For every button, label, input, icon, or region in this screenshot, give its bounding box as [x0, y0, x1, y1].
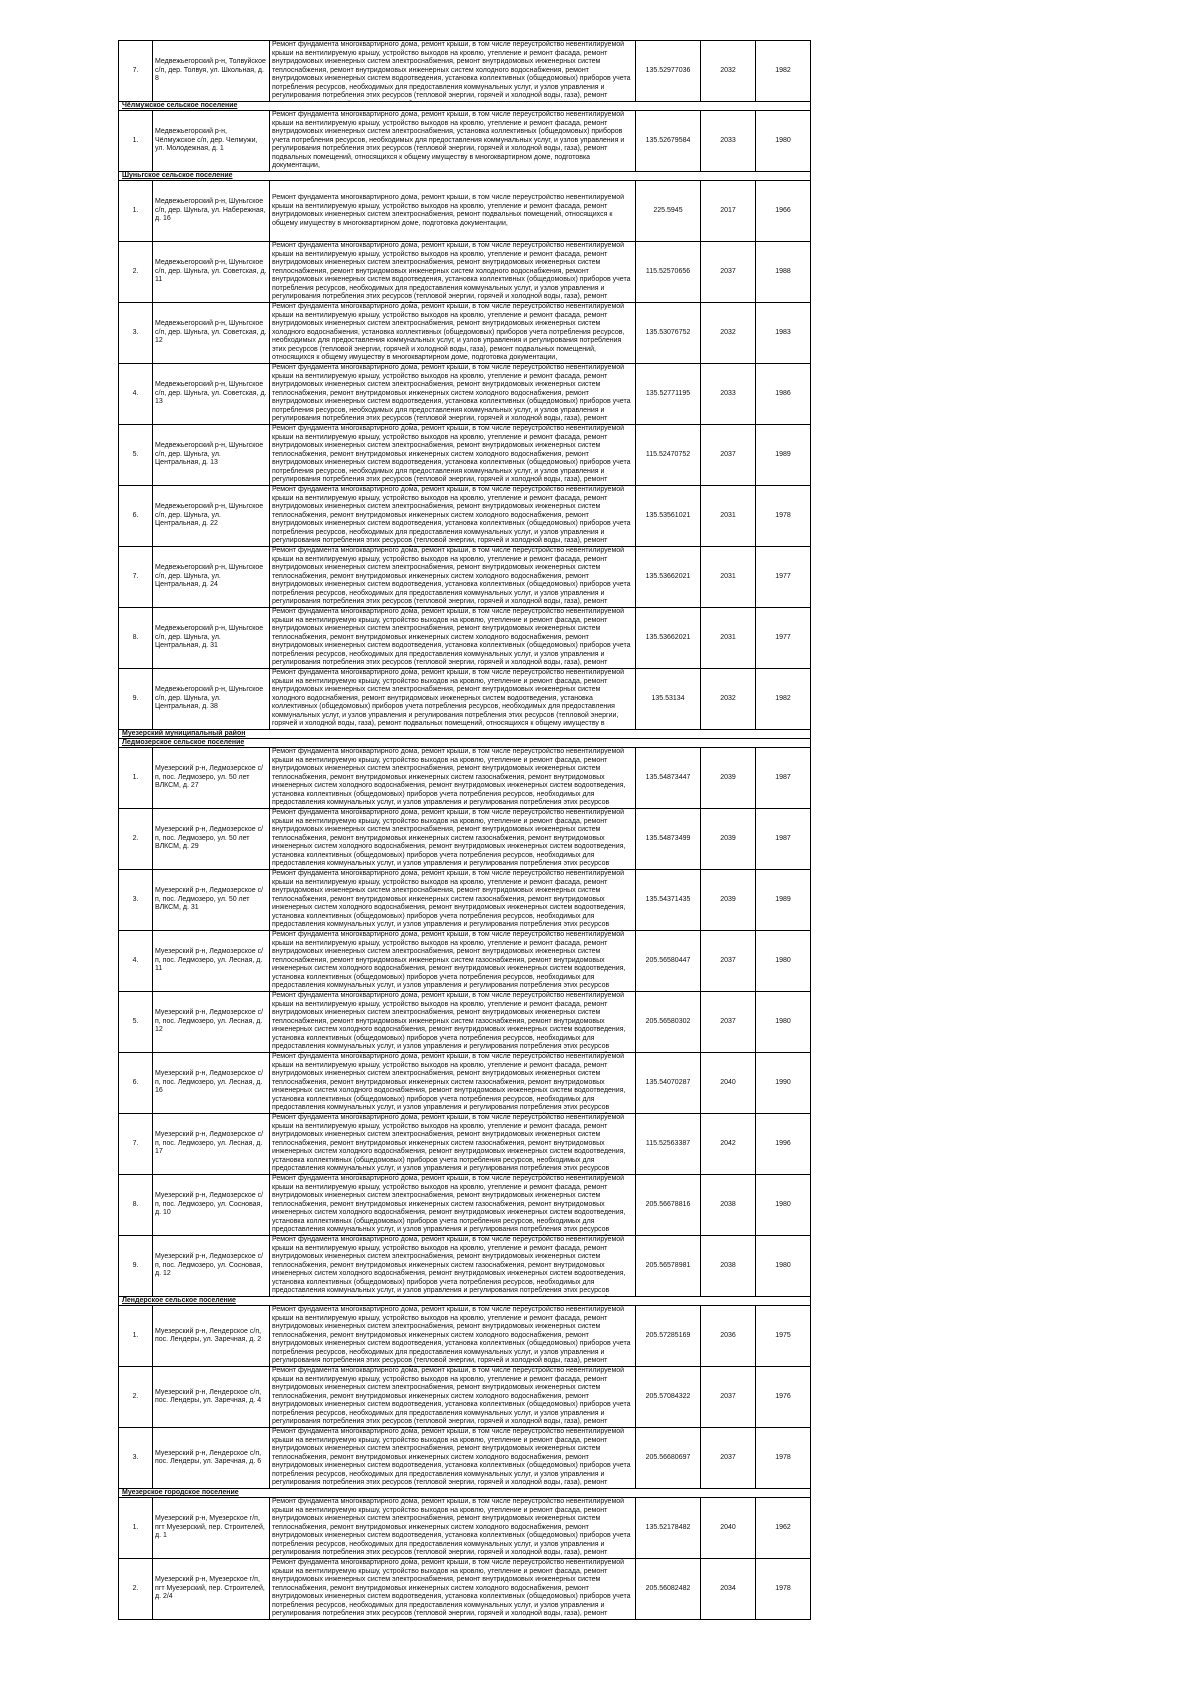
work-description-text: Ремонт фундамента многоквартирного дома, ремонт крыши, в том числе переустройство невентилируемой крыши на вентилируемую крышу, устройство выходов на кровлю, утепление и ремонт фасада, ремонт внутридомовых инженерных систем электроснабжения, ремонт внутридомовых инженерных систем теплоснабжения, ремонт внутридомовых инженерных систем газоснабжения, ремонт внутридомовых инженерных систем холодного водоснабжения, ремонт внутридомовых инженерных систем водоотведения, установка коллективных (общедомовых) приборов учета потребления ресурсов, необходимых для предоставления коммунальных услуг, и узлов управления и регулирования потребления этих ресурсов: [272, 931, 626, 989]
planned-year-cell: 2039: [701, 870, 756, 931]
work-description-cell: [270, 111, 636, 172]
work-description-text: Ремонт фундамента многоквартирного дома, ремонт крыши, в том числе переустройство невентилируемой крыши на вентилируемую крышу, устройство выходов на кровлю, утепление и ремонт фасада, ремонт внутридомовых инженерных систем электроснабжения, ремонт внутридомовых инженерных систем теплоснабжения, ремонт внутридомовых инженерных систем холодного водоснабжения, ремонт внутридомовых инженерных систем водоотведения, установка коллективных (общедомовых) приборов учета потребления ресурсов, необходимых для предоставления коммунальных услуг, и узлов управления и регулирования потребления этих ресурсов (тепловой энергии, горячей и холодной воды, газа), ремонт: [272, 1498, 631, 1556]
row-number-cell: 9.: [119, 1236, 153, 1297]
table-row: [119, 41, 811, 102]
built-year-cell: 1982: [756, 669, 811, 730]
section-title: Лендерское сельское поселение: [119, 1297, 811, 1306]
work-description-cell: [270, 1306, 636, 1367]
row-number-cell: 2.: [119, 242, 153, 303]
work-description-cell: [270, 1114, 636, 1175]
work-description-text: Ремонт фундамента многоквартирного дома, ремонт крыши, в том числе переустройство невентилируемой крыши на вентилируемую крышу, устройство выходов на кровлю, утепление и ремонт фасада, ремонт внутридомовых инженерных систем электроснабжения, ремонт внутридомовых инженерных систем теплоснабжения, ремонт внутридомовых инженерных систем холодного водоснабжения, ремонт внутридомовых инженерных систем водоотведения, установка коллективных (общедомовых) приборов учета потребления ресурсов, необходимых для предоставления коммунальных услуг, и узлов управления и регулирования потребления этих ресурсов (тепловой энергии, горячей и холодной воды, газа), ремонт: [272, 547, 631, 605]
repair-program-table: [118, 40, 811, 1620]
planned-year-cell: 2032: [701, 303, 756, 364]
built-year-cell: 1976: [756, 1367, 811, 1428]
table-row: [119, 992, 811, 1053]
built-year-cell: 1980: [756, 1175, 811, 1236]
address-cell: Медвежьегорский р-н, Шуньгское с/п, дер. Шуньга, ул. Набережная, д. 16: [153, 181, 270, 242]
planned-year-cell: 2033: [701, 364, 756, 425]
built-year-cell: 1978: [756, 1559, 811, 1620]
address-cell: Муезерский р-н, Муезерское г/п, пгт Муезерский, пер. Строителей, д. 1: [153, 1498, 270, 1559]
row-number-cell: 1.: [119, 1306, 153, 1367]
address-cell: Муезерский р-н, Ледмозерское с/п, пос. Ледмозеро, ул. Лесная, д. 17: [153, 1114, 270, 1175]
address-cell: Медвежьегорский р-н, Шуньгское с/п, дер. Шуньга, ул. Центральная, д. 38: [153, 669, 270, 730]
table-row: [119, 748, 811, 809]
work-description-cell: [270, 486, 636, 547]
section-title: Чёлмужское сельское поселение: [119, 102, 811, 111]
work-description-text: Ремонт фундамента многоквартирного дома, ремонт крыши, в том числе переустройство невентилируемой крыши на вентилируемую крышу, устройство выходов на кровлю, утепление и ремонт фасада, ремонт внутридомовых инженерных систем электроснабжения, ремонт внутридомовых инженерных систем теплоснабжения, ремонт внутридомовых инженерных систем холодного водоснабжения, ремонт внутридомовых инженерных систем водоотведения, установка коллективных (общедомовых) приборов учета потребления ресурсов, необходимых для предоставления коммунальных услуг, и узлов управления и регулирования потребления этих ресурсов (тепловой энергии, горячей и холодной воды, газа), ремонт: [272, 242, 631, 300]
work-description-cell: [270, 931, 636, 992]
section-title: Шуньгское сельское поселение: [119, 172, 811, 181]
work-description-cell: [270, 181, 636, 242]
table-body: [119, 41, 811, 1620]
table-row: [119, 1236, 811, 1297]
work-description-cell: [270, 1175, 636, 1236]
built-year-cell: 1966: [756, 181, 811, 242]
address-cell: Медвежьегорский р-н, Шуньгское с/п, дер. Шуньга, ул. Центральная, д. 22: [153, 486, 270, 547]
cost-cell: 135.53076752: [636, 303, 701, 364]
row-number-cell: 3.: [119, 870, 153, 931]
row-number-cell: 7.: [119, 1114, 153, 1175]
table-row: [119, 1498, 811, 1559]
planned-year-cell: 2037: [701, 425, 756, 486]
work-description-text: Ремонт фундамента многоквартирного дома, ремонт крыши, в том числе переустройство невентилируемой крыши на вентилируемую крышу, устройство выходов на кровлю, утепление и ремонт фасада, ремонт внутридомовых инженерных систем электроснабжения, ремонт внутридомовых инженерных систем теплоснабжения, ремонт внутридомовых инженерных систем холодного водоснабжения, ремонт внутридомовых инженерных систем водоотведения, установка коллективных (общедомовых) приборов учета потребления ресурсов, необходимых для предоставления коммунальных услуг, и узлов управления и регулирования потребления этих ресурсов (тепловой энергии, горячей и холодной воды, газа), ремонт: [272, 1559, 631, 1617]
built-year-cell: 1987: [756, 748, 811, 809]
address-cell: Муезерский р-н, Лендерское с/п, пос. Лендеры, ул. Заречная, д. 6: [153, 1428, 270, 1489]
address-cell: Медвежьегорский р-н, Шуньгское с/п, дер. Шуньга, ул. Центральная, д. 31: [153, 608, 270, 669]
cost-cell: 135.52771195: [636, 364, 701, 425]
table-row: [119, 1114, 811, 1175]
built-year-cell: 1962: [756, 1498, 811, 1559]
work-description-text: Ремонт фундамента многоквартирного дома, ремонт крыши, в том числе переустройство невентилируемой крыши на вентилируемую крышу, устройство выходов на кровлю, утепление и ремонт фасада, ремонт внутридомовых инженерных систем электроснабжения, ремонт внутридомовых инженерных систем теплоснабжения, ремонт внутридомовых инженерных систем холодного водоснабжения, ремонт внутридомовых инженерных систем водоотведения, установка коллективных (общедомовых) приборов учета потребления ресурсов, необходимых для предоставления коммунальных услуг, и узлов управления и регулирования потребления этих ресурсов (тепловой энергии, горячей и холодной воды, газа), ремонт: [272, 425, 631, 483]
work-description-text: Ремонт фундамента многоквартирного дома, ремонт крыши, в том числе переустройство невентилируемой крыши на вентилируемую крышу, устройство выходов на кровлю, утепление и ремонт фасада, ремонт внутридомовых инженерных систем электроснабжения, установка коллективных (общедомовых) приборов учета потребления ресурсов, необходимых для предоставления коммунальных услуг, и узлов управления и регулирования потребления этих ресурсов (тепловой энергии, горячей и холодной воды, газа), ремонт подвальных помещений, относящихся к общему имуществу в многоквартирном доме, подготовка документации,: [272, 111, 625, 170]
work-description-text: Ремонт фундамента многоквартирного дома, ремонт крыши, в том числе переустройство невентилируемой крыши на вентилируемую крышу, устройство выходов на кровлю, утепление и ремонт фасада, ремонт внутридомовых инженерных систем электроснабжения, ремонт внутридомовых инженерных систем теплоснабжения, ремонт внутридомовых инженерных систем газоснабжения, ремонт внутридомовых инженерных систем холодного водоснабжения, ремонт внутридомовых инженерных систем водоотведения, установка коллективных (общедомовых) приборов учета потребления ресурсов, необходимых для предоставления коммунальных услуг, и узлов управления и регулирования потребления этих ресурсов: [272, 1114, 626, 1172]
table-row: [119, 242, 811, 303]
row-number-cell: 1.: [119, 181, 153, 242]
work-description-text: Ремонт фундамента многоквартирного дома, ремонт крыши, в том числе переустройство невентилируемой крыши на вентилируемую крышу, устройство выходов на кровлю, утепление и ремонт фасада, ремонт внутридомовых инженерных систем электроснабжения, ремонт внутридомовых инженерных систем теплоснабжения, ремонт внутридомовых инженерных систем холодного водоснабжения, ремонт внутридомовых инженерных систем водоотведения, установка коллективных (общедомовых) приборов учета потребления ресурсов, необходимых для предоставления коммунальных услуг, и узлов управления и регулирования потребления этих ресурсов (тепловой энергии, горячей и холодной воды, газа), ремонт: [272, 364, 631, 422]
section-title: Ледмозерское сельское поселение: [119, 739, 811, 748]
table-row: [119, 809, 811, 870]
work-description-cell: [270, 1559, 636, 1620]
row-number-cell: 7.: [119, 547, 153, 608]
planned-year-cell: 2040: [701, 1498, 756, 1559]
cost-cell: 205.56680697: [636, 1428, 701, 1489]
cost-cell: 135.54070287: [636, 1053, 701, 1114]
address-cell: Медвежьегорский р-н, Чёлмужское с/п, дер. Челмужи, ул. Молодежная, д. 1: [153, 111, 270, 172]
planned-year-cell: 2039: [701, 809, 756, 870]
cost-cell: 135.54371435: [636, 870, 701, 931]
built-year-cell: 1983: [756, 303, 811, 364]
address-cell: Муезерский р-н, Ледмозерское с/п, пос. Ледмозеро, ул. Сосновая, д. 10: [153, 1175, 270, 1236]
address-cell: Медвежьегорский р-н, Толвуйское с/п, дер. Толвуя, ул. Школьная, д. 8: [153, 41, 270, 102]
cost-cell: 205.56082482: [636, 1559, 701, 1620]
work-description-cell: [270, 608, 636, 669]
built-year-cell: 1977: [756, 608, 811, 669]
built-year-cell: 1982: [756, 41, 811, 102]
work-description-cell: [270, 1498, 636, 1559]
cost-cell: 135.52679584: [636, 111, 701, 172]
work-description-cell: [270, 242, 636, 303]
table-row: [119, 870, 811, 931]
address-cell: Муезерский р-н, Ледмозерское с/п, пос. Ледмозеро, ул. Сосновая, д. 12: [153, 1236, 270, 1297]
cost-cell: 135.53134: [636, 669, 701, 730]
address-cell: Муезерский р-н, Ледмозерское с/п, пос. Ледмозеро, ул. 50 лет ВЛКСМ, д. 27: [153, 748, 270, 809]
section-header-row: [119, 172, 811, 181]
work-description-text: Ремонт фундамента многоквартирного дома, ремонт крыши, в том числе переустройство невентилируемой крыши на вентилируемую крышу, устройство выходов на кровлю, утепление и ремонт фасада, ремонт внутридомовых инженерных систем электроснабжения, ремонт внутридомовых инженерных систем теплоснабжения, ремонт внутридомовых инженерных систем газоснабжения, ремонт внутридомовых инженерных систем холодного водоснабжения, ремонт внутридомовых инженерных систем водоотведения, установка коллективных (общедомовых) приборов учета потребления ресурсов, необходимых для предоставления коммунальных услуг, и узлов управления и регулирования потребления этих ресурсов: [272, 1053, 626, 1111]
work-description-cell: [270, 669, 636, 730]
built-year-cell: 1980: [756, 931, 811, 992]
planned-year-cell: 2040: [701, 1053, 756, 1114]
cost-cell: 135.52178482: [636, 1498, 701, 1559]
work-description-cell: [270, 1428, 636, 1489]
work-description-text: Ремонт фундамента многоквартирного дома, ремонт крыши, в том числе переустройство невентилируемой крыши на вентилируемую крышу, устройство выходов на кровлю, утепление и ремонт фасада, ремонт внутридомовых инженерных систем электроснабжения, ремонт внутридомовых инженерных систем теплоснабжения, ремонт внутридомовых инженерных систем холодного водоснабжения, ремонт внутридомовых инженерных систем водоотведения, установка коллективных (общедомовых) приборов учета потребления ресурсов, необходимых для предоставления коммунальных услуг, и узлов управления и регулирования потребления этих ресурсов (тепловой энергии, горячей и холодной воды, газа), ремонт: [272, 1306, 631, 1364]
row-number-cell: 5.: [119, 992, 153, 1053]
cost-cell: 115.52563387: [636, 1114, 701, 1175]
row-number-cell: 1.: [119, 1498, 153, 1559]
work-description-text: Ремонт фундамента многоквартирного дома, ремонт крыши, в том числе переустройство невентилируемой крыши на вентилируемую крышу, устройство выходов на кровлю, утепление и ремонт фасада, ремонт внутридомовых инженерных систем электроснабжения, ремонт внутридомовых инженерных систем теплоснабжения, ремонт внутридомовых инженерных систем холодного водоснабжения, ремонт внутридомовых инженерных систем водоотведения, установка коллективных (общедомовых) приборов учета потребления ресурсов, необходимых для предоставления коммунальных услуг, и узлов управления и регулирования потребления этих ресурсов (тепловой энергии, горячей и холодной воды, газа), ремонт: [272, 1367, 631, 1425]
row-number-cell: 6.: [119, 1053, 153, 1114]
work-description-text: Ремонт фундамента многоквартирного дома, ремонт крыши, в том числе переустройство невентилируемой крыши на вентилируемую крышу, устройство выходов на кровлю, утепление и ремонт фасада, ремонт внутридомовых инженерных систем электроснабжения, ремонт внутридомовых инженерных систем теплоснабжения, ремонт внутридомовых инженерных систем газоснабжения, ремонт внутридомовых инженерных систем холодного водоснабжения, ремонт внутридомовых инженерных систем водоотведения, установка коллективных (общедомовых) приборов учета потребления ресурсов, необходимых для предоставления коммунальных услуг, и узлов управления и регулирования потребления этих ресурсов: [272, 748, 626, 806]
work-description-cell: [270, 303, 636, 364]
row-number-cell: 8.: [119, 1175, 153, 1236]
work-description-text: Ремонт фундамента многоквартирного дома, ремонт крыши, в том числе переустройство невентилируемой крыши на вентилируемую крышу, устройство выходов на кровлю, утепление и ремонт фасада, ремонт внутридомовых инженерных систем электроснабжения, ремонт внутридомовых инженерных систем теплоснабжения, ремонт внутридомовых инженерных систем холодного водоснабжения, ремонт внутридомовых инженерных систем водоотведения, установка коллективных (общедомовых) приборов учета потребления ресурсов, необходимых для предоставления коммунальных услуг, и узлов управления и регулирования потребления этих ресурсов (тепловой энергии, горячей и холодной воды, газа), ремонт: [272, 486, 631, 544]
table-row: [119, 1175, 811, 1236]
cost-cell: 225.5945: [636, 181, 701, 242]
work-description-text: Ремонт фундамента многоквартирного дома, ремонт крыши, в том числе переустройство невентилируемой крыши на вентилируемую крышу, устройство выходов на кровлю, утепление и ремонт фасада, ремонт внутридомовых инженерных систем электроснабжения, ремонт внутридомовых инженерных систем теплоснабжения, ремонт внутридомовых инженерных систем газоснабжения, ремонт внутридомовых инженерных систем холодного водоснабжения, ремонт внутридомовых инженерных систем водоотведения, установка коллективных (общедомовых) приборов учета потребления ресурсов, необходимых для предоставления коммунальных услуг, и узлов управления и регулирования потребления этих ресурсов: [272, 1175, 626, 1233]
row-number-cell: 3.: [119, 1428, 153, 1489]
work-description-text: Ремонт фундамента многоквартирного дома, ремонт крыши, в том числе переустройство невентилируемой крыши на вентилируемую крышу, устройство выходов на кровлю, утепление и ремонт фасада, ремонт внутридомовых инженерных систем электроснабжения, ремонт внутридомовых инженерных систем теплоснабжения, ремонт внутридомовых инженерных систем холодного водоснабжения, ремонт внутридомовых инженерных систем водоотведения, установка коллективных (общедомовых) приборов учета потребления ресурсов, необходимых для предоставления коммунальных услуг, и узлов управления и регулирования потребления этих ресурсов (тепловой энергии, горячей и холодной воды, газа), ремонт: [272, 41, 631, 99]
planned-year-cell: 2033: [701, 111, 756, 172]
address-cell: Муезерский р-н, Ледмозерское с/п, пос. Ледмозеро, ул. 50 лет ВЛКСМ, д. 31: [153, 870, 270, 931]
cost-cell: 135.53662021: [636, 547, 701, 608]
planned-year-cell: 2039: [701, 748, 756, 809]
work-description-text: Ремонт фундамента многоквартирного дома, ремонт крыши, в том числе переустройство невентилируемой крыши на вентилируемую крышу, устройство выходов на кровлю, утепление и ремонт фасада, ремонт внутридомовых инженерных систем электроснабжения, ремонт внутридомовых инженерных систем теплоснабжения, ремонт внутридомовых инженерных систем газоснабжения, ремонт внутридомовых инженерных систем холодного водоснабжения, ремонт внутридомовых инженерных систем водоотведения, установка коллективных (общедомовых) приборов учета потребления ресурсов, необходимых для предоставления коммунальных услуг, и узлов управления и регулирования потребления этих ресурсов: [272, 870, 626, 928]
address-cell: Муезерский р-н, Ледмозерское с/п, пос. Ледмозеро, ул. Лесная, д. 11: [153, 931, 270, 992]
table-row: [119, 111, 811, 172]
address-cell: Муезерский р-н, Ледмозерское с/п, пос. Ледмозеро, ул. Лесная, д. 12: [153, 992, 270, 1053]
document-page: [118, 40, 810, 1620]
cost-cell: 205.56580302: [636, 992, 701, 1053]
work-description-cell: [270, 41, 636, 102]
row-number-cell: 3.: [119, 303, 153, 364]
planned-year-cell: 2032: [701, 41, 756, 102]
address-cell: Медвежьегорский р-н, Шуньгское с/п, дер. Шуньга, ул. Советская, д. 11: [153, 242, 270, 303]
table-row: [119, 1367, 811, 1428]
built-year-cell: 1987: [756, 809, 811, 870]
row-number-cell: 4.: [119, 931, 153, 992]
cost-cell: 135.54873447: [636, 748, 701, 809]
work-description-cell: [270, 1236, 636, 1297]
work-description-text: Ремонт фундамента многоквартирного дома, ремонт крыши, в том числе переустройство невентилируемой крыши на вентилируемую крышу, устройство выходов на кровлю, утепление и ремонт фасада, ремонт внутридомовых инженерных систем электроснабжения, ремонт подвальных помещений, относящихся к общему имуществу в многоквартирном доме, подготовка документации,: [272, 194, 625, 227]
planned-year-cell: 2036: [701, 1306, 756, 1367]
cost-cell: 205.56580447: [636, 931, 701, 992]
work-description-text: Ремонт фундамента многоквартирного дома, ремонт крыши, в том числе переустройство невентилируемой крыши на вентилируемую крышу, устройство выходов на кровлю, утепление и ремонт фасада, ремонт внутридомовых инженерных систем электроснабжения, ремонт внутридомовых инженерных систем теплоснабжения, ремонт внутридомовых инженерных систем газоснабжения, ремонт внутридомовых инженерных систем холодного водоснабжения, ремонт внутридомовых инженерных систем водоотведения, установка коллективных (общедомовых) приборов учета потребления ресурсов, необходимых для предоставления коммунальных услуг, и узлов управления и регулирования потребления этих ресурсов: [272, 1236, 626, 1294]
table-row: [119, 1559, 811, 1620]
work-description-cell: [270, 425, 636, 486]
address-cell: Муезерский р-н, Ледмозерское с/п, пос. Ледмозеро, ул. Лесная, д. 16: [153, 1053, 270, 1114]
work-description-cell: [270, 748, 636, 809]
table-row: [119, 1053, 811, 1114]
planned-year-cell: 2038: [701, 1236, 756, 1297]
built-year-cell: 1975: [756, 1306, 811, 1367]
cost-cell: 205.57084322: [636, 1367, 701, 1428]
address-cell: Медвежьегорский р-н, Шуньгское с/п, дер. Шуньга, ул. Центральная, д. 24: [153, 547, 270, 608]
address-cell: Муезерский р-н, Лендерское с/п, пос. Лендеры, ул. Заречная, д. 2: [153, 1306, 270, 1367]
table-row: [119, 425, 811, 486]
built-year-cell: 1989: [756, 870, 811, 931]
built-year-cell: 1978: [756, 1428, 811, 1489]
address-cell: Медвежьегорский р-н, Шуньгское с/п, дер. Шуньга, ул. Центральная, д. 13: [153, 425, 270, 486]
work-description-cell: [270, 809, 636, 870]
table-row: [119, 486, 811, 547]
address-cell: Медвежьегорский р-н, Шуньгское с/п, дер. Шуньга, ул. Советская, д. 12: [153, 303, 270, 364]
work-description-cell: [270, 992, 636, 1053]
planned-year-cell: 2037: [701, 992, 756, 1053]
cost-cell: 115.52470752: [636, 425, 701, 486]
built-year-cell: 1980: [756, 111, 811, 172]
cost-cell: 135.53561021: [636, 486, 701, 547]
table-row: [119, 1306, 811, 1367]
work-description-cell: [270, 870, 636, 931]
row-number-cell: 2.: [119, 1367, 153, 1428]
table-row: [119, 364, 811, 425]
work-description-cell: [270, 364, 636, 425]
planned-year-cell: 2017: [701, 181, 756, 242]
built-year-cell: 1977: [756, 547, 811, 608]
address-cell: Муезерский р-н, Ледмозерское с/п, пос. Ледмозеро, ул. 50 лет ВЛКСМ, д. 29: [153, 809, 270, 870]
built-year-cell: 1990: [756, 1053, 811, 1114]
section-header-row: [119, 730, 811, 739]
built-year-cell: 1996: [756, 1114, 811, 1175]
cost-cell: 205.56578981: [636, 1236, 701, 1297]
table-row: [119, 303, 811, 364]
section-title: Муезерское городское поселение: [119, 1489, 811, 1498]
row-number-cell: 8.: [119, 608, 153, 669]
built-year-cell: 1978: [756, 486, 811, 547]
planned-year-cell: 2037: [701, 1428, 756, 1489]
table-row: [119, 669, 811, 730]
built-year-cell: 1986: [756, 364, 811, 425]
built-year-cell: 1980: [756, 1236, 811, 1297]
work-description-cell: [270, 547, 636, 608]
work-description-text: Ремонт фундамента многоквартирного дома, ремонт крыши, в том числе переустройство невентилируемой крыши на вентилируемую крышу, устройство выходов на кровлю, утепление и ремонт фасада, ремонт внутридомовых инженерных систем электроснабжения, ремонт внутридомовых инженерных систем теплоснабжения, ремонт внутридомовых инженерных систем холодного водоснабжения, ремонт внутридомовых инженерных систем водоотведения, установка коллективных (общедомовых) приборов учета потребления ресурсов, необходимых для предоставления коммунальных услуг, и узлов управления и регулирования потребления этих ресурсов (тепловой энергии, горячей и холодной воды, газа), ремонт: [272, 608, 631, 666]
cost-cell: 205.56678816: [636, 1175, 701, 1236]
row-number-cell: 2.: [119, 1559, 153, 1620]
address-cell: Муезерский р-н, Муезерское г/п, пгт Муезерский, пер. Строителей, д. 2/4: [153, 1559, 270, 1620]
cost-cell: 205.57285169: [636, 1306, 701, 1367]
row-number-cell: 2.: [119, 809, 153, 870]
row-number-cell: 1.: [119, 748, 153, 809]
table-row: [119, 931, 811, 992]
table-row: [119, 181, 811, 242]
table-row: [119, 1428, 811, 1489]
planned-year-cell: 2031: [701, 608, 756, 669]
row-number-cell: 5.: [119, 425, 153, 486]
section-title: Муезерский муниципальный район: [119, 730, 811, 739]
row-number-cell: 9.: [119, 669, 153, 730]
planned-year-cell: 2037: [701, 242, 756, 303]
planned-year-cell: 2032: [701, 669, 756, 730]
section-header-row: [119, 102, 811, 111]
table-row: [119, 608, 811, 669]
planned-year-cell: 2031: [701, 547, 756, 608]
section-header-row: [119, 1297, 811, 1306]
work-description-text: Ремонт фундамента многоквартирного дома, ремонт крыши, в том числе переустройство невентилируемой крыши на вентилируемую крышу, устройство выходов на кровлю, утепление и ремонт фасада, ремонт внутридомовых инженерных систем электроснабжения, ремонт внутридомовых инженерных систем холодного водоснабжения, ремонт внутридомовых инженерных систем водоотведения, установка коллективных (общедомовых) приборов учета потребления ресурсов, необходимых для предоставления коммунальных услуг, и узлов управления и регулирования потребления этих ресурсов (тепловой энергии, горячей и холодной воды, газа), ремонт подвальных помещений, относящихся к общему имуществу в: [272, 669, 625, 727]
work-description-cell: [270, 1367, 636, 1428]
row-number-cell: 1.: [119, 111, 153, 172]
table-row: [119, 547, 811, 608]
work-description-text: Ремонт фундамента многоквартирного дома, ремонт крыши, в том числе переустройство невентилируемой крыши на вентилируемую крышу, устройство выходов на кровлю, утепление и ремонт фасада, ремонт внутридомовых инженерных систем электроснабжения, ремонт внутридомовых инженерных систем теплоснабжения, ремонт внутридомовых инженерных систем холодного водоснабжения, ремонт внутридомовых инженерных систем водоотведения, установка коллективных (общедомовых) приборов учета потребления ресурсов, необходимых для предоставления коммунальных услуг, и узлов управления и регулирования потребления этих ресурсов (тепловой энергии, горячей и холодной воды, газа), ремонт: [272, 1428, 631, 1486]
work-description-text: Ремонт фундамента многоквартирного дома, ремонт крыши, в том числе переустройство невентилируемой крыши на вентилируемую крышу, устройство выходов на кровлю, утепление и ремонт фасада, ремонт внутридомовых инженерных систем электроснабжения, ремонт внутридомовых инженерных систем теплоснабжения, ремонт внутридомовых инженерных систем газоснабжения, ремонт внутридомовых инженерных систем холодного водоснабжения, ремонт внутридомовых инженерных систем водоотведения, установка коллективных (общедомовых) приборов учета потребления ресурсов, необходимых для предоставления коммунальных услуг, и узлов управления и регулирования потребления этих ресурсов: [272, 992, 626, 1050]
section-header-row: [119, 1489, 811, 1498]
planned-year-cell: 2038: [701, 1175, 756, 1236]
row-number-cell: 4.: [119, 364, 153, 425]
planned-year-cell: 2042: [701, 1114, 756, 1175]
planned-year-cell: 2037: [701, 931, 756, 992]
work-description-cell: [270, 1053, 636, 1114]
built-year-cell: 1988: [756, 242, 811, 303]
work-description-text: Ремонт фундамента многоквартирного дома, ремонт крыши, в том числе переустройство невентилируемой крыши на вентилируемую крышу, устройство выходов на кровлю, утепление и ремонт фасада, ремонт внутридомовых инженерных систем электроснабжения, ремонт внутридомовых инженерных систем теплоснабжения, ремонт внутридомовых инженерных систем газоснабжения, ремонт внутридомовых инженерных систем холодного водоснабжения, ремонт внутридомовых инженерных систем водоотведения, установка коллективных (общедомовых) приборов учета потребления ресурсов, необходимых для предоставления коммунальных услуг, и узлов управления и регулирования потребления этих ресурсов: [272, 809, 626, 867]
built-year-cell: 1980: [756, 992, 811, 1053]
address-cell: Муезерский р-н, Лендерское с/п, пос. Лендеры, ул. Заречная, д. 4: [153, 1367, 270, 1428]
planned-year-cell: 2037: [701, 1367, 756, 1428]
cost-cell: 135.53662021: [636, 608, 701, 669]
cost-cell: 135.54873499: [636, 809, 701, 870]
address-cell: Медвежьегорский р-н, Шуньгское с/п, дер. Шуньга, ул. Советская, д. 13: [153, 364, 270, 425]
row-number-cell: 6.: [119, 486, 153, 547]
section-header-row: [119, 739, 811, 748]
row-number-cell: 7.: [119, 41, 153, 102]
planned-year-cell: 2034: [701, 1559, 756, 1620]
work-description-text: Ремонт фундамента многоквартирного дома, ремонт крыши, в том числе переустройство невентилируемой крыши на вентилируемую крышу, устройство выходов на кровлю, утепление и ремонт фасада, ремонт внутридомовых инженерных систем электроснабжения, ремонт внутридомовых инженерных систем холодного водоснабжения, установка коллективных (общедомовых) приборов учета потребления ресурсов, необходимых для предоставления коммунальных услуг, и узлов управления и регулирования потребления этих ресурсов (тепловой энергии, горячей и холодной воды, газа), ремонт подвальных помещений, относящихся к общему имуществу в многоквартирном доме, подготовка документации,: [272, 303, 625, 362]
planned-year-cell: 2031: [701, 486, 756, 547]
cost-cell: 135.52977036: [636, 41, 701, 102]
cost-cell: 115.52570656: [636, 242, 701, 303]
built-year-cell: 1989: [756, 425, 811, 486]
